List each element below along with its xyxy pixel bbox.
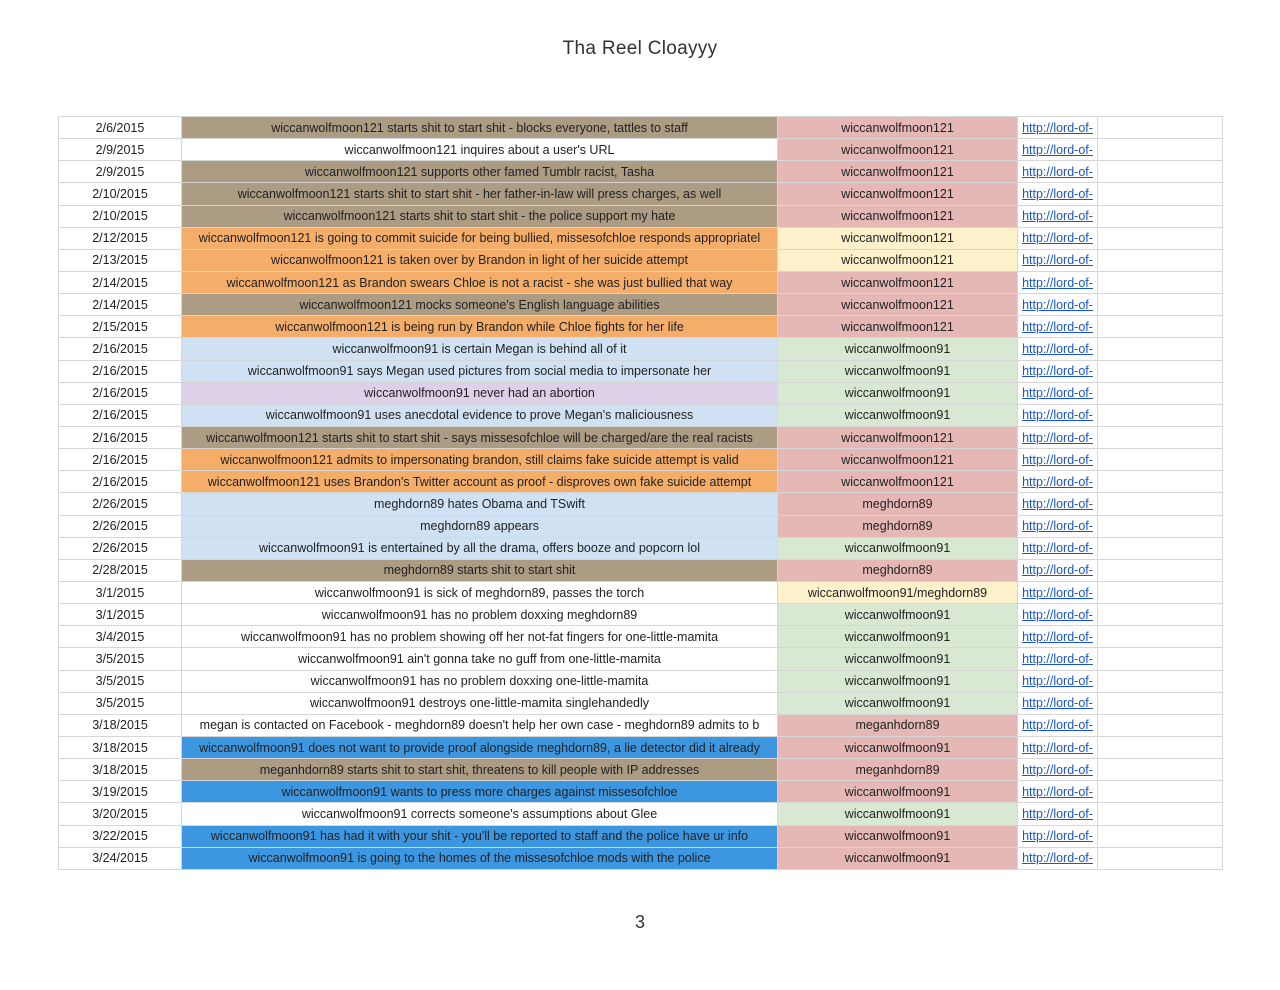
date-cell: 3/18/2015 bbox=[59, 759, 182, 781]
date-cell: 3/1/2015 bbox=[59, 604, 182, 626]
username-cell: meganhdorn89 bbox=[778, 714, 1018, 736]
date-cell: 2/16/2015 bbox=[59, 449, 182, 471]
username-cell: wiccanwolfmoon91 bbox=[778, 781, 1018, 803]
date-cell: 2/16/2015 bbox=[59, 426, 182, 448]
source-link[interactable]: http://lord-of- bbox=[1022, 806, 1093, 821]
table-row bbox=[59, 559, 1223, 581]
table-row bbox=[59, 316, 1223, 338]
link-cell bbox=[1018, 803, 1098, 825]
event-cell: wiccanwolfmoon121 starts shit to start shit - says missesofchloe will be charged/are the real racists bbox=[182, 426, 778, 448]
link-cell bbox=[1018, 670, 1098, 692]
link-cell bbox=[1018, 205, 1098, 227]
date-cell: 3/19/2015 bbox=[59, 781, 182, 803]
date-cell: 2/16/2015 bbox=[59, 338, 182, 360]
empty-cell bbox=[1098, 449, 1223, 471]
source-link[interactable]: http://lord-of- bbox=[1022, 519, 1093, 534]
username-cell: wiccanwolfmoon121 bbox=[778, 316, 1018, 338]
event-cell: wiccanwolfmoon121 is being run by Brandon while Chloe fights for her life bbox=[182, 316, 778, 338]
event-cell: wiccanwolfmoon91 is entertained by all the drama, offers booze and popcorn lol bbox=[182, 537, 778, 559]
date-cell: 2/13/2015 bbox=[59, 249, 182, 271]
link-cell bbox=[1018, 316, 1098, 338]
link-cell bbox=[1018, 294, 1098, 316]
date-cell: 3/24/2015 bbox=[59, 847, 182, 869]
link-cell bbox=[1018, 360, 1098, 382]
table-row bbox=[59, 736, 1223, 758]
link-cell bbox=[1018, 382, 1098, 404]
date-cell: 3/4/2015 bbox=[59, 626, 182, 648]
username-cell: wiccanwolfmoon91 bbox=[778, 537, 1018, 559]
empty-cell bbox=[1098, 736, 1223, 758]
event-cell: wiccanwolfmoon91 says Megan used pictures from social media to impersonate her bbox=[182, 360, 778, 382]
event-cell: wiccanwolfmoon91 corrects someone's assumptions about Glee bbox=[182, 803, 778, 825]
empty-cell bbox=[1098, 205, 1223, 227]
empty-cell bbox=[1098, 360, 1223, 382]
date-cell: 2/9/2015 bbox=[59, 161, 182, 183]
table-row bbox=[59, 249, 1223, 271]
source-link[interactable]: http://lord-of- bbox=[1022, 142, 1093, 157]
username-cell: wiccanwolfmoon91 bbox=[778, 803, 1018, 825]
table-row bbox=[59, 759, 1223, 781]
username-cell: wiccanwolfmoon121 bbox=[778, 139, 1018, 161]
source-link[interactable]: http://lord-of- bbox=[1022, 452, 1093, 467]
link-cell bbox=[1018, 338, 1098, 360]
date-cell: 2/9/2015 bbox=[59, 139, 182, 161]
username-cell: wiccanwolfmoon121 bbox=[778, 249, 1018, 271]
date-cell: 2/16/2015 bbox=[59, 382, 182, 404]
empty-cell bbox=[1098, 493, 1223, 515]
empty-cell bbox=[1098, 803, 1223, 825]
empty-cell bbox=[1098, 626, 1223, 648]
date-cell: 3/5/2015 bbox=[59, 670, 182, 692]
date-cell: 2/26/2015 bbox=[59, 537, 182, 559]
event-cell: wiccanwolfmoon91 never had an abortion bbox=[182, 382, 778, 404]
source-link[interactable]: http://lord-of- bbox=[1022, 674, 1093, 689]
table-row bbox=[59, 515, 1223, 537]
table-row bbox=[59, 205, 1223, 227]
date-cell: 3/5/2015 bbox=[59, 692, 182, 714]
empty-cell bbox=[1098, 825, 1223, 847]
date-cell: 2/15/2015 bbox=[59, 316, 182, 338]
empty-cell bbox=[1098, 161, 1223, 183]
table-row bbox=[59, 471, 1223, 493]
table-row bbox=[59, 692, 1223, 714]
empty-cell bbox=[1098, 781, 1223, 803]
date-cell: 2/16/2015 bbox=[59, 404, 182, 426]
empty-cell bbox=[1098, 537, 1223, 559]
date-cell: 2/12/2015 bbox=[59, 227, 182, 249]
event-cell: wiccanwolfmoon121 mocks someone's English language abilities bbox=[182, 294, 778, 316]
username-cell: wiccanwolfmoon121 bbox=[778, 117, 1018, 139]
username-cell: wiccanwolfmoon91 bbox=[778, 338, 1018, 360]
event-cell: meghdorn89 appears bbox=[182, 515, 778, 537]
source-link[interactable]: http://lord-of- bbox=[1022, 851, 1093, 866]
link-cell bbox=[1018, 117, 1098, 139]
source-link[interactable]: http://lord-of- bbox=[1022, 474, 1093, 489]
empty-cell bbox=[1098, 692, 1223, 714]
link-cell bbox=[1018, 227, 1098, 249]
page-number: 3 bbox=[634, 912, 645, 932]
empty-cell bbox=[1098, 227, 1223, 249]
username-cell: wiccanwolfmoon121 bbox=[778, 426, 1018, 448]
date-cell: 2/10/2015 bbox=[59, 183, 182, 205]
source-link[interactable]: http://lord-of- bbox=[1022, 253, 1093, 268]
date-cell: 3/18/2015 bbox=[59, 736, 182, 758]
source-link[interactable]: http://lord-of- bbox=[1022, 186, 1093, 201]
event-cell: wiccanwolfmoon91 does not want to provide proof alongside meghdorn89, a lie detector did it already bbox=[182, 736, 778, 758]
username-cell: wiccanwolfmoon91/meghdorn89 bbox=[778, 581, 1018, 603]
date-cell: 2/26/2015 bbox=[59, 515, 182, 537]
table-row bbox=[59, 714, 1223, 736]
username-cell: meghdorn89 bbox=[778, 515, 1018, 537]
event-cell: wiccanwolfmoon121 starts shit to start shit - blocks everyone, tattles to staff bbox=[182, 117, 778, 139]
link-cell bbox=[1018, 404, 1098, 426]
empty-cell bbox=[1098, 117, 1223, 139]
empty-cell bbox=[1098, 139, 1223, 161]
username-cell: wiccanwolfmoon91 bbox=[778, 670, 1018, 692]
event-cell: meghdorn89 hates Obama and TSwift bbox=[182, 493, 778, 515]
link-cell bbox=[1018, 271, 1098, 293]
source-link[interactable]: http://lord-of- bbox=[1022, 364, 1093, 379]
table-row bbox=[59, 825, 1223, 847]
table-row bbox=[59, 382, 1223, 404]
source-link[interactable]: http://lord-of- bbox=[1022, 784, 1093, 799]
empty-cell bbox=[1098, 559, 1223, 581]
event-cell: wiccanwolfmoon91 wants to press more charges against missesofchloe bbox=[182, 781, 778, 803]
event-cell: wiccanwolfmoon121 as Brandon swears Chloe is not a racist - she was just bullied that way bbox=[182, 271, 778, 293]
source-link[interactable]: http://lord-of- bbox=[1022, 164, 1093, 179]
username-cell: wiccanwolfmoon91 bbox=[778, 736, 1018, 758]
empty-cell bbox=[1098, 338, 1223, 360]
username-cell: wiccanwolfmoon91 bbox=[778, 382, 1018, 404]
link-cell bbox=[1018, 249, 1098, 271]
event-cell: wiccanwolfmoon91 has had it with your shit - you'll be reported to staff and the police have ur info bbox=[182, 825, 778, 847]
username-cell: wiccanwolfmoon121 bbox=[778, 205, 1018, 227]
source-link[interactable]: http://lord-of- bbox=[1022, 275, 1093, 290]
source-link[interactable]: http://lord-of- bbox=[1022, 430, 1093, 445]
table-row bbox=[59, 803, 1223, 825]
source-link[interactable]: http://lord-of- bbox=[1022, 231, 1093, 246]
empty-cell bbox=[1098, 316, 1223, 338]
event-cell: wiccanwolfmoon91 ain't gonna take no guff from one-little-mamita bbox=[182, 648, 778, 670]
table-row bbox=[59, 626, 1223, 648]
event-cell: meganhdorn89 starts shit to start shit, threatens to kill people with IP addresses bbox=[182, 759, 778, 781]
page-title: Tha Reel Cloayyy bbox=[562, 38, 718, 59]
link-cell bbox=[1018, 648, 1098, 670]
event-cell: wiccanwolfmoon121 inquires about a user's URL bbox=[182, 139, 778, 161]
empty-cell bbox=[1098, 581, 1223, 603]
date-cell: 2/16/2015 bbox=[59, 471, 182, 493]
source-link[interactable]: http://lord-of- bbox=[1022, 651, 1093, 666]
source-link[interactable]: http://lord-of- bbox=[1022, 563, 1093, 578]
event-cell: wiccanwolfmoon91 uses anecdotal evidence to prove Megan's maliciousness bbox=[182, 404, 778, 426]
link-cell bbox=[1018, 183, 1098, 205]
table-row bbox=[59, 426, 1223, 448]
table-row bbox=[59, 183, 1223, 205]
username-cell: wiccanwolfmoon91 bbox=[778, 604, 1018, 626]
source-link[interactable]: http://lord-of- bbox=[1022, 718, 1093, 733]
source-link[interactable]: http://lord-of- bbox=[1022, 120, 1093, 135]
source-link[interactable]: http://lord-of- bbox=[1022, 829, 1093, 844]
table-row bbox=[59, 537, 1223, 559]
event-cell: wiccanwolfmoon121 starts shit to start shit - her father-in-law will press charges, as well bbox=[182, 183, 778, 205]
table-row bbox=[59, 294, 1223, 316]
username-cell: wiccanwolfmoon91 bbox=[778, 847, 1018, 869]
event-cell: wiccanwolfmoon121 supports other famed Tumblr racist, Tasha bbox=[182, 161, 778, 183]
empty-cell bbox=[1098, 183, 1223, 205]
date-cell: 3/20/2015 bbox=[59, 803, 182, 825]
username-cell: wiccanwolfmoon91 bbox=[778, 360, 1018, 382]
date-cell: 2/14/2015 bbox=[59, 271, 182, 293]
link-cell bbox=[1018, 161, 1098, 183]
username-cell: wiccanwolfmoon121 bbox=[778, 471, 1018, 493]
event-cell: wiccanwolfmoon121 is going to commit suicide for being bullied, missesofchloe responds appropriatel bbox=[182, 227, 778, 249]
username-cell: wiccanwolfmoon121 bbox=[778, 183, 1018, 205]
username-cell: wiccanwolfmoon121 bbox=[778, 227, 1018, 249]
empty-cell bbox=[1098, 382, 1223, 404]
timeline-table-body bbox=[59, 117, 1223, 870]
link-cell bbox=[1018, 825, 1098, 847]
empty-cell bbox=[1098, 847, 1223, 869]
empty-cell bbox=[1098, 648, 1223, 670]
event-cell: wiccanwolfmoon91 has no problem doxxing meghdorn89 bbox=[182, 604, 778, 626]
link-cell bbox=[1018, 847, 1098, 869]
link-cell bbox=[1018, 714, 1098, 736]
date-cell: 2/14/2015 bbox=[59, 294, 182, 316]
link-cell bbox=[1018, 604, 1098, 626]
username-cell: meghdorn89 bbox=[778, 493, 1018, 515]
date-cell: 3/1/2015 bbox=[59, 581, 182, 603]
date-cell: 3/22/2015 bbox=[59, 825, 182, 847]
table-row bbox=[59, 338, 1223, 360]
timeline-table bbox=[58, 116, 1223, 870]
empty-cell bbox=[1098, 515, 1223, 537]
source-link[interactable]: http://lord-of- bbox=[1022, 209, 1093, 224]
event-cell: meghdorn89 starts shit to start shit bbox=[182, 559, 778, 581]
link-cell bbox=[1018, 736, 1098, 758]
empty-cell bbox=[1098, 294, 1223, 316]
username-cell: wiccanwolfmoon121 bbox=[778, 161, 1018, 183]
username-cell: wiccanwolfmoon91 bbox=[778, 404, 1018, 426]
event-cell: wiccanwolfmoon91 has no problem doxxing one-little-mamita bbox=[182, 670, 778, 692]
table-row bbox=[59, 648, 1223, 670]
source-link[interactable]: http://lord-of- bbox=[1022, 319, 1093, 334]
event-cell: wiccanwolfmoon121 admits to impersonating brandon, still claims fake suicide attempt is valid bbox=[182, 449, 778, 471]
link-cell bbox=[1018, 537, 1098, 559]
date-cell: 3/5/2015 bbox=[59, 648, 182, 670]
empty-cell bbox=[1098, 404, 1223, 426]
username-cell: meghdorn89 bbox=[778, 559, 1018, 581]
username-cell: wiccanwolfmoon121 bbox=[778, 271, 1018, 293]
table-row bbox=[59, 360, 1223, 382]
table-row bbox=[59, 404, 1223, 426]
event-cell: wiccanwolfmoon91 is going to the homes of the missesofchloe mods with the police bbox=[182, 847, 778, 869]
event-cell: wiccanwolfmoon91 is certain Megan is behind all of it bbox=[182, 338, 778, 360]
username-cell: wiccanwolfmoon91 bbox=[778, 692, 1018, 714]
link-cell bbox=[1018, 471, 1098, 493]
table-row bbox=[59, 493, 1223, 515]
source-link[interactable]: http://lord-of- bbox=[1022, 408, 1093, 423]
table-row bbox=[59, 781, 1223, 803]
link-cell bbox=[1018, 493, 1098, 515]
table-row bbox=[59, 581, 1223, 603]
event-cell: wiccanwolfmoon121 uses Brandon's Twitter account as proof - disproves own fake suicide attempt bbox=[182, 471, 778, 493]
empty-cell bbox=[1098, 249, 1223, 271]
event-cell: wiccanwolfmoon121 is taken over by Brandon in light of her suicide attempt bbox=[182, 249, 778, 271]
source-link[interactable]: http://lord-of- bbox=[1022, 762, 1093, 777]
username-cell: wiccanwolfmoon121 bbox=[778, 294, 1018, 316]
link-cell bbox=[1018, 515, 1098, 537]
empty-cell bbox=[1098, 714, 1223, 736]
table-row bbox=[59, 449, 1223, 471]
table-row bbox=[59, 604, 1223, 626]
link-cell bbox=[1018, 581, 1098, 603]
date-cell: 2/6/2015 bbox=[59, 117, 182, 139]
event-cell: wiccanwolfmoon91 destroys one-little-mamita singlehandedly bbox=[182, 692, 778, 714]
event-cell: megan is contacted on Facebook - meghdorn89 doesn't help her own case - meghdorn89 admits to b bbox=[182, 714, 778, 736]
link-cell bbox=[1018, 449, 1098, 471]
source-link[interactable]: http://lord-of- bbox=[1022, 629, 1093, 644]
date-cell: 2/10/2015 bbox=[59, 205, 182, 227]
event-cell: wiccanwolfmoon91 has no problem showing off her not-fat fingers for one-little-mamita bbox=[182, 626, 778, 648]
source-link[interactable]: http://lord-of- bbox=[1022, 341, 1093, 356]
empty-cell bbox=[1098, 271, 1223, 293]
username-cell: wiccanwolfmoon91 bbox=[778, 825, 1018, 847]
empty-cell bbox=[1098, 426, 1223, 448]
event-cell: wiccanwolfmoon121 starts shit to start shit - the police support my hate bbox=[182, 205, 778, 227]
source-link[interactable]: http://lord-of- bbox=[1022, 585, 1093, 600]
table-row bbox=[59, 161, 1223, 183]
empty-cell bbox=[1098, 471, 1223, 493]
link-cell bbox=[1018, 781, 1098, 803]
date-cell: 2/26/2015 bbox=[59, 493, 182, 515]
link-cell bbox=[1018, 559, 1098, 581]
username-cell: wiccanwolfmoon91 bbox=[778, 626, 1018, 648]
link-cell bbox=[1018, 759, 1098, 781]
table-row bbox=[59, 227, 1223, 249]
username-cell: wiccanwolfmoon91 bbox=[778, 648, 1018, 670]
username-cell: wiccanwolfmoon121 bbox=[778, 449, 1018, 471]
date-cell: 2/28/2015 bbox=[59, 559, 182, 581]
source-link[interactable]: http://lord-of- bbox=[1022, 496, 1093, 511]
event-cell: wiccanwolfmoon91 is sick of meghdorn89, passes the torch bbox=[182, 581, 778, 603]
table-row bbox=[59, 670, 1223, 692]
table-row bbox=[59, 847, 1223, 869]
source-link[interactable]: http://lord-of- bbox=[1022, 541, 1093, 556]
empty-cell bbox=[1098, 759, 1223, 781]
date-cell: 2/16/2015 bbox=[59, 360, 182, 382]
username-cell: meganhdorn89 bbox=[778, 759, 1018, 781]
table-row bbox=[59, 117, 1223, 139]
link-cell bbox=[1018, 626, 1098, 648]
link-cell bbox=[1018, 426, 1098, 448]
source-link[interactable]: http://lord-of- bbox=[1022, 740, 1093, 755]
link-cell bbox=[1018, 139, 1098, 161]
table-row bbox=[59, 139, 1223, 161]
empty-cell bbox=[1098, 604, 1223, 626]
date-cell: 3/18/2015 bbox=[59, 714, 182, 736]
source-link[interactable]: http://lord-of- bbox=[1022, 607, 1093, 622]
source-link[interactable]: http://lord-of- bbox=[1022, 297, 1093, 312]
link-cell bbox=[1018, 692, 1098, 714]
table-row bbox=[59, 271, 1223, 293]
source-link[interactable]: http://lord-of- bbox=[1022, 386, 1093, 401]
empty-cell bbox=[1098, 670, 1223, 692]
source-link[interactable]: http://lord-of- bbox=[1022, 696, 1093, 711]
